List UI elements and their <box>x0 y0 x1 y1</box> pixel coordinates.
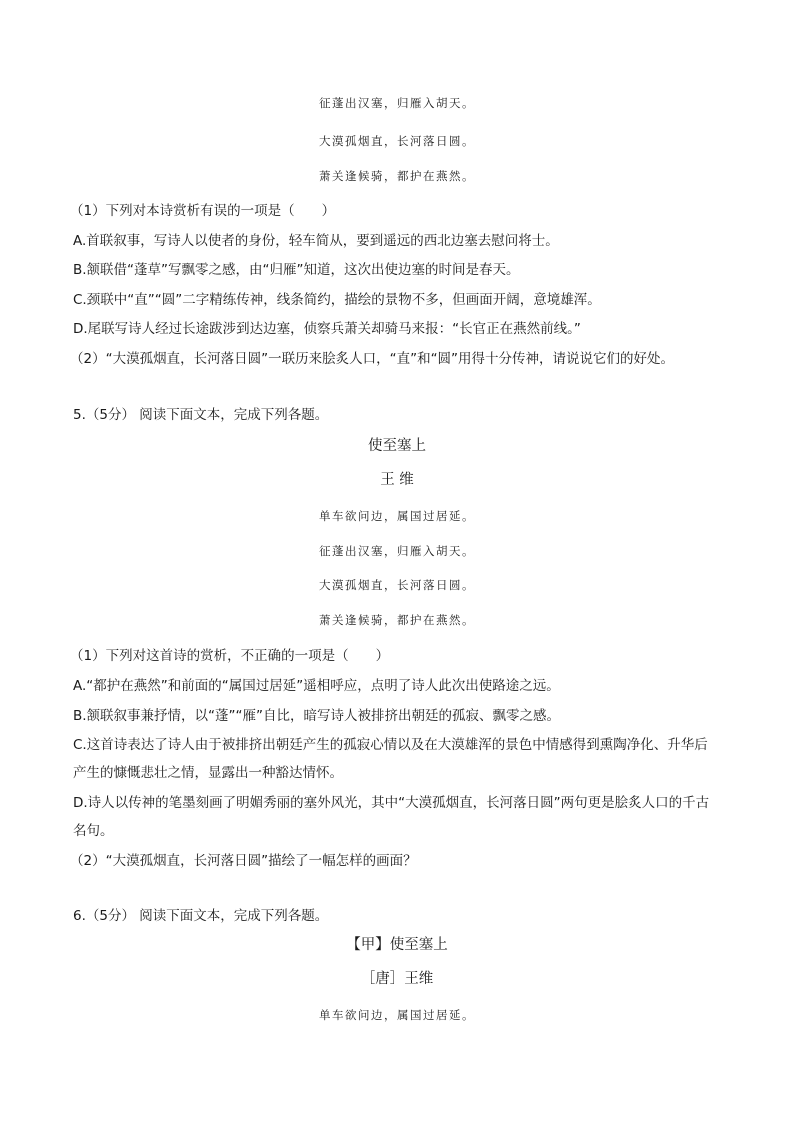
sub-question-1: （1）下列对本诗赏析有误的一项是（ ） <box>70 203 336 219</box>
option-d: D.诗人以传神的笔墨刻画了明媚秀丽的塞外风光，其中“大漠孤烟直，长河落日圆”两句更是脍炙人口的千古名句。 <box>73 795 710 839</box>
sub-question-2: （2）“大漠孤烟直，长河落日圆”一联历来脍炙人口，“直”和“圆”用得十分传神，请说说它们的好处。 <box>70 351 675 367</box>
poem-title: 使至塞上 <box>368 438 426 454</box>
poem-line: 大漠孤烟直，长河落日圆。 <box>319 134 475 148</box>
option-d: D.尾联写诗人经过长途跋涉到达边塞，侦察兵萧关却骑马来报：“长官正在燕然前线。” <box>73 321 581 337</box>
poem-line: 单车欲问边，属国过居延。 <box>319 1008 475 1022</box>
option-a: A.首联叙事，写诗人以使者的身份，轻车简从，要到遥远的西北边塞去慰问将士。 <box>73 233 559 249</box>
poem-author: ［唐］王维 <box>360 971 434 987</box>
poem-line: 单车欲问边，属国过居延。 <box>319 509 475 523</box>
option-c: C.这首诗表达了诗人由于被排挤出朝廷产生的孤寂心情以及在大漠雄浑的景色中情感得到熏陶净化、升华后产生的慷慨悲壮之情，显露出一种豁达情怀。 <box>73 737 708 781</box>
poem-author: 王 维 <box>380 472 414 488</box>
poem-line: 征蓬出汉塞，归雁入胡天。 <box>319 544 475 558</box>
question-header: 5.（5分） 阅读下面文本，完成下列各题。 <box>73 407 329 423</box>
poem-line: 征蓬出汉塞，归雁入胡天。 <box>319 96 475 110</box>
option-b: B.颔联借“蓬草”写飘零之感，由“归雁”知道，这次出使边塞的时间是春天。 <box>73 262 520 278</box>
option-b: B.颔联叙事兼抒情，以“蓬”“雁”自比，暗写诗人被排挤出朝廷的孤寂、飘零之感。 <box>73 708 561 724</box>
poem-line: 萧关逢候骑，都护在燕然。 <box>319 613 475 627</box>
sub-question-1: （1）下列对这首诗的赏析，不正确的一项是（ ） <box>70 648 390 664</box>
sub-question-2: （2）“大漠孤烟直，长河落日圆”描绘了一幅怎样的画面？ <box>70 853 417 869</box>
question-header: 6.（5分） 阅读下面文本，完成下列各题。 <box>73 908 329 924</box>
poem-line: 萧关逢候骑，都护在燕然。 <box>319 169 475 183</box>
option-a: A.“都护在燕然”和前面的“属国过居延”遥相呼应，点明了诗人此次出使路途之远。 <box>73 678 560 694</box>
poem-title: 【甲】使至塞上 <box>346 937 448 953</box>
option-c: C.颈联中“直”“圆”二字精练传神，线条简约，描绘的景物不多，但画面开阔，意境雄浑。 <box>73 292 601 308</box>
poem-line: 大漠孤烟直，长河落日圆。 <box>319 578 475 592</box>
